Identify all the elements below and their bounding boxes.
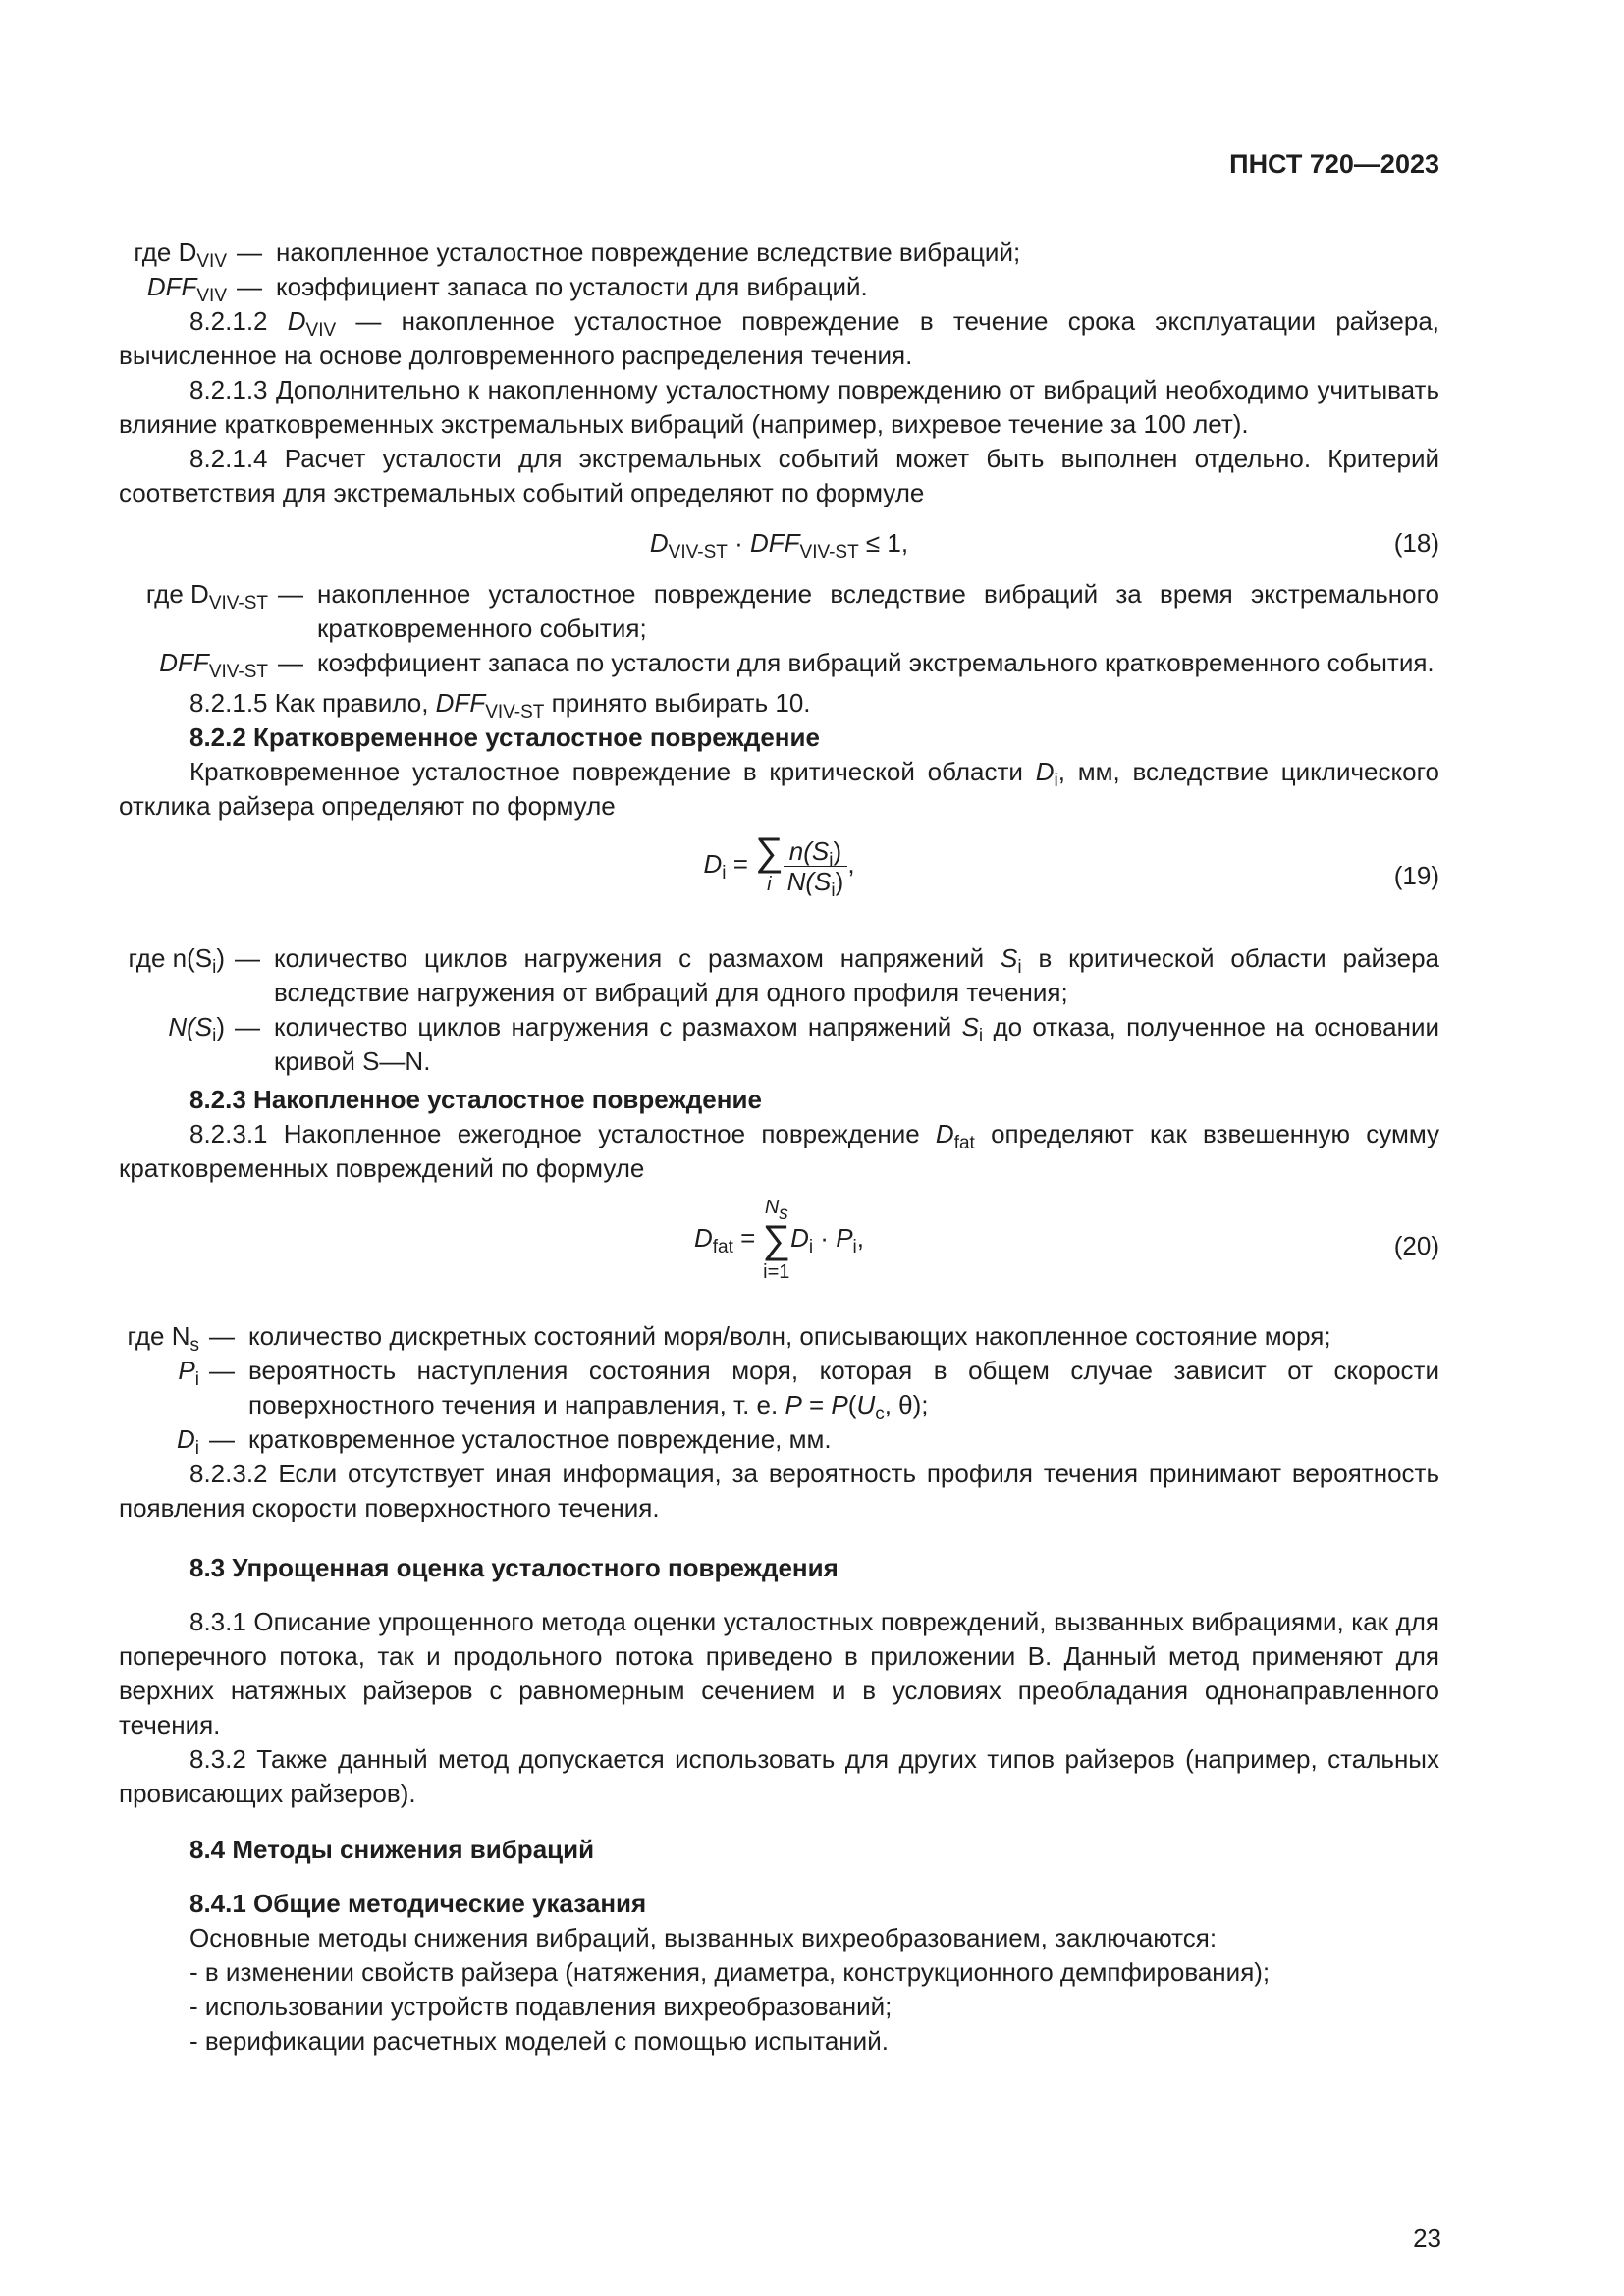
fraction: $\frac{n(S_i)}{N(S_i)}$ xyxy=(784,836,848,896)
formula-20: $D_{fat}$ = $N_s$ ∑ i=1 $D_i \cdot P_i$, (20) xyxy=(119,1194,1439,1300)
formula-number-18: (18) xyxy=(1393,528,1439,558)
paragraph-8-2-1-4: 8.2.1.4 Расчет усталости для экстремальных событий может быть выполнен отдельно. Критерий соответствия для экстремальных событий определяют по формуле xyxy=(119,444,1439,507)
heading-8-2-3: 8.2.3 Накопленное усталостное повреждение xyxy=(189,1085,762,1114)
formula-number-20: (20) xyxy=(1393,1231,1439,1260)
definition-ns: где $N_s$ — количество дискретных состояний моря/волн, описывающих накопленное состояние моря; xyxy=(127,1321,1331,1356)
definition-pi: $P_i$ — вероятность наступления состояния моря, которая в общем случае зависит от скорости поверхностного течения и направления, т. е. $P = P(U_c$, θ); xyxy=(178,1356,1439,1424)
summation-sign: ∑ i xyxy=(755,830,784,895)
list-item: - верификации расчетных моделей с помощью испытаний. xyxy=(189,2026,889,2056)
definition-nsi: где $n(S_i)$ — количество циклов нагружения с размахом напряжений $S_i$ в критической области райзера вследствие нагружения от вибраций для одного профиля течения; xyxy=(128,943,1439,1007)
text-block-top xyxy=(119,236,1439,2058)
definition-dvivst: где $D_{VIV-ST}$ — накопленное усталостное повреждение вследствие вибраций за время экстремального кратковременного события; xyxy=(145,579,1439,643)
summation-sign: $N_s$ ∑ i=1 xyxy=(762,1197,791,1283)
heading-8-3: 8.3 Упрощенная оценка усталостного повреждения xyxy=(189,1553,839,1582)
paragraph-8-4-1: Основные методы снижения вибраций, вызванных вихреобразованием, заключаются: xyxy=(189,1923,1218,1952)
formula-18: $D_{VIV-ST} \cdot DFF_{VIV-ST} \le 1$, (18) xyxy=(649,528,1439,562)
paragraph-8-2-3-2: 8.2.3.2 Если отсутствует иная информация, за вероятность профиля течения принимают вероятность появления скорости поверхностного течения. xyxy=(119,1459,1439,1522)
page-number: 23 xyxy=(1413,2223,1441,2253)
heading-8-4-1: 8.4.1 Общие методические указания xyxy=(189,1889,647,1918)
list-item: - использовании устройств подавления вихреобразований; xyxy=(189,1992,893,2021)
definition-dffviv: $DFF_{VIV}$ — коэффициент запаса по усталости для вибраций. xyxy=(146,272,868,306)
formula-19: $D_i$ = ∑ i $\frac{n(S_i)}{N(S_i)}$ , (19) xyxy=(703,830,1439,901)
list-item: - в изменении свойств райзера (натяжения, диаметра, конструкционного демпфирования); xyxy=(189,1957,1271,1987)
paragraph-8-2-1-2: 8.2.1.2 $D_{VIV}$ — накопленное усталостное повреждение в течение срока эксплуатации райзера, вычисленное на основе долговременного распределения течения. xyxy=(119,306,1439,370)
definition-dviv: где $D_{VIV}$ — накопленное усталостное повреждение вследствие вибраций; xyxy=(134,238,1021,272)
paragraph-8-3-1: 8.3.1 Описание упрощенного метода оценки усталостных повреждений, вызванных вибрациями, как для поперечного потока, так и продольного потока приведено в приложении В. Данный метод применяют для верхних натяжных райзеров с равномерным сечением и в условиях преобладания однонаправленного течения. xyxy=(119,1607,1439,1739)
definition-dffvivst: $DFF_{VIV-ST}$ — коэффициент запаса по усталости для вибраций экстремального кратковременного события. xyxy=(159,648,1435,682)
paragraph-8-2-1-3: 8.2.1.3 Дополнительно к накопленному усталостному повреждению от вибраций необходимо учитывать влияние кратковременных экстремальных вибраций (например, вихревое течение за 100 лет). xyxy=(119,375,1439,439)
paragraph-8-3-2: 8.3.2 Также данный метод допускается использовать для других типов райзеров (например, стальных провисающих райзеров). xyxy=(119,1744,1439,1808)
heading-8-4: 8.4 Методы снижения вибраций xyxy=(189,1835,595,1864)
definition-Nsi: $N(S_i)$ — количество циклов нагружения с размахом напряжений $S_i$ до отказа, полученное на основании кривой S—N. xyxy=(168,1012,1439,1076)
document-code: ПНСТ 720—2023 xyxy=(1229,149,1439,179)
paragraph-8-2-3-1: 8.2.3.1 Накопленное ежегодное усталостное повреждение $D_{fat}$ определяют как взвешенную сумму кратковременных повреждений по формуле xyxy=(119,1119,1440,1183)
heading-8-2-2: 8.2.2 Кратковременное усталостное повреждение xyxy=(189,722,820,752)
definition-di: $D_i$ — кратковременное усталостное повреждение, мм. xyxy=(176,1424,832,1459)
formula-number-19: (19) xyxy=(1393,861,1439,890)
paragraph-8-2-1-5: 8.2.1.5 Как правило, $DFF_{VIV-ST}$ принято выбирать 10. xyxy=(189,688,811,722)
paragraph-8-2-2: Кратковременное усталостное повреждение в критической области $D_i$, мм, вследствие циклического отклика райзера определяют по формуле xyxy=(119,757,1439,821)
